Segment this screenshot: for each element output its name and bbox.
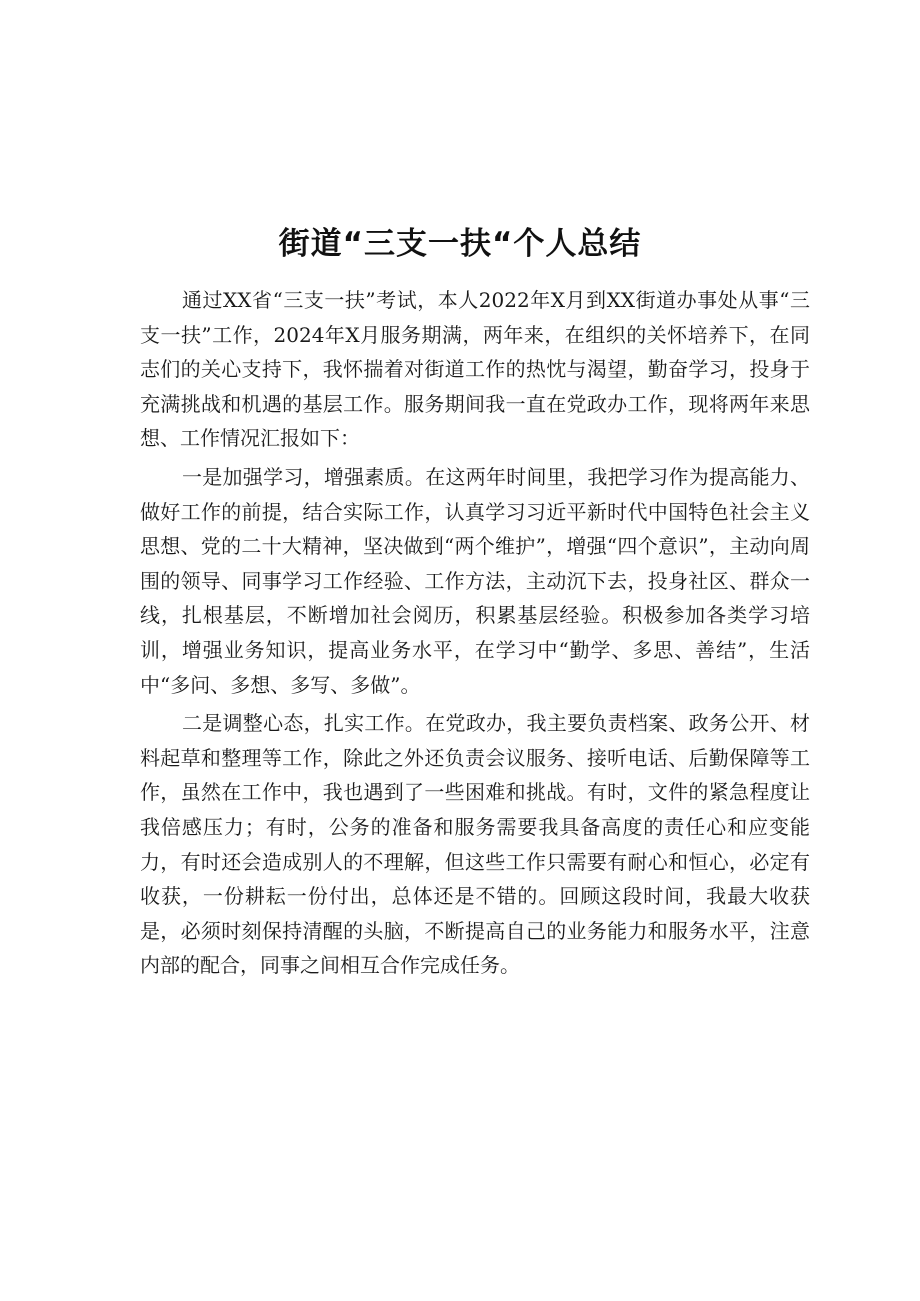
paragraph-study: 一是加强学习，增强素质。在这两年时间里，我把学习作为提高能力、做好工作的前提，结合实际工作，认真学习习近平新时代中国特色社会主义思想、党的二十大精神，坚决做到“两个维护”，增强“四个意识”，主动向周围的领导、同事学习工作经验、工作方法，主动沉下去，投身社区、群众一线，扎根基层，不断增加社会阅历，积累基层经验。积极参加各类学习培训，增强业务知识，提高业务水平，在学习中“勤学、多思、善结”，生活中“多问、多想、多写、多做”。: [140, 464, 810, 697]
paragraph-intro: 通过XX省“三支一扶”考试，本人2022年X月到XX街道办事处从事“三支一扶”工作，2024年X月服务期满，两年来，在组织的关怀培养下，在同志们的关心支持下，我怀揣着对街道工作的热忱与渴望，勤奋学习，投身于充满挑战和机遇的基层工作。服务期间我一直在党政办工作，现将两年来思想、工作情况汇报如下：: [140, 288, 810, 451]
document-body: [140, 283, 810, 983]
paragraph-work: 二是调整心态，扎实工作。在党政办，我主要负责档案、政务公开、材料起草和整理等工作，除此之外还负责会议服务、接听电话、后勤保障等工作，虽然在工作中，我也遇到了一些困难和挑战。有时，文件的紧急程度让我倍感压力；有时，公务的准备和服务需要我具备高度的责任心和应变能力，有时还会造成别人的不理解，但这些工作只需要有耐心和恒心，必定有收获，一份耕耘一份付出，总体还是不错的。回顾这段时间，我最大收获是，必须时刻保持清醒的头脑，不断提高自己的业务能力和服务水平，注意内部的配合，同事之间相互合作完成任务。: [140, 711, 810, 978]
page-title: 街道“三支一扶“个人总结: [278, 226, 642, 262]
